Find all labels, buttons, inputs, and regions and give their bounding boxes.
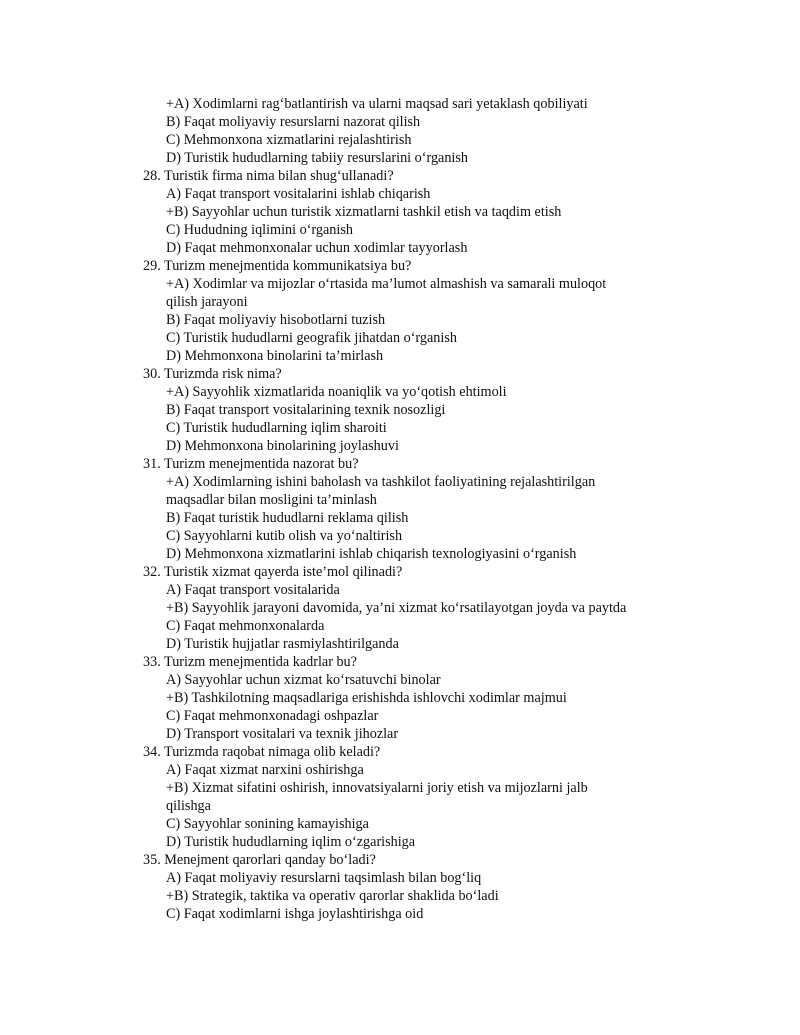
answer-option: D) Turistik hujjatlar rasmiylashtirilganda	[166, 636, 399, 652]
answer-option: C) Sayyohlar sonining kamayishiga	[166, 816, 369, 832]
answer-option: +A) Sayyohlik xizmatlarida noaniqlik va yo‘qotish ehtimoli	[166, 384, 507, 400]
answer-option: +B) Strategik, taktika va operativ qarorlar shaklida bo‘ladi	[166, 888, 499, 904]
question-29: 29. Turizm menejmentida kommunikatsiya bu?	[143, 258, 412, 274]
answer-option: D) Faqat mehmonxonalar uchun xodimlar tayyorlash	[166, 240, 468, 256]
answer-option: C) Mehmonxona xizmatlarini rejalashtirish	[166, 132, 412, 148]
answer-option: B) Faqat moliyaviy resurslarni nazorat qilish	[166, 114, 421, 130]
answer-option: C) Faqat mehmonxonadagi oshpazlar	[166, 708, 379, 724]
answer-option: B) Faqat moliyaviy hisobotlarni tuzish	[166, 312, 386, 328]
question-30: 30. Turizmda risk nima?	[143, 366, 282, 382]
answer-option: +B) Sayyohlar uchun turistik xizmatlarni tashkil etish va taqdim etish	[166, 204, 562, 220]
answer-option: C) Turistik hududlarni geografik jihatdan o‘rganish	[166, 330, 457, 346]
question-33: 33. Turizm menejmentida kadrlar bu?	[143, 654, 357, 670]
answer-option: C) Sayyohlarni kutib olish va yo‘naltirish	[166, 528, 403, 544]
answer-option: D) Mehmonxona binolarining joylashuvi	[166, 438, 399, 454]
answer-option: +B) Sayyohlik jarayoni davomida, ya’ni xizmat ko‘rsatilayotgan joyda va paytda	[166, 600, 627, 616]
answer-option: +B) Xizmat sifatini oshirish, innovatsiyalarni joriy etish va mijozlarni jalb	[166, 780, 588, 796]
answer-option: D) Transport vositalari va texnik jihozlar	[166, 726, 399, 742]
answer-option-continuation: qilish jarayoni	[166, 294, 248, 310]
answer-option: A) Faqat transport vositalarida	[166, 582, 340, 598]
question-31: 31. Turizm menejmentida nazorat bu?	[143, 456, 359, 472]
answer-option: D) Turistik hududlarning tabiiy resurslarini o‘rganish	[166, 150, 468, 166]
answer-option-continuation: maqsadlar bilan mosligini ta’minlash	[166, 492, 377, 508]
question-28: 28. Turistik firma nima bilan shug‘ullanadi?	[143, 168, 394, 184]
answer-option: D) Mehmonxona binolarini ta’mirlash	[166, 348, 384, 364]
answer-option: C) Turistik hududlarning iqlim sharoiti	[166, 420, 387, 436]
question-32: 32. Turistik xizmat qayerda iste’mol qilinadi?	[143, 564, 403, 580]
answer-option: D) Mehmonxona xizmatlarini ishlab chiqarish texnologiyasini o‘rganish	[166, 546, 577, 562]
answer-option: +A) Xodimlar va mijozlar o‘rtasida ma’lumot almashish va samarali muloqot	[166, 276, 607, 292]
answer-option-continuation: qilishga	[166, 798, 211, 814]
answer-option: A) Sayyohlar uchun xizmat ko‘rsatuvchi binolar	[166, 672, 441, 688]
answer-option: B) Faqat turistik hududlarni reklama qilish	[166, 510, 409, 526]
answer-option: A) Faqat moliyaviy resurslarni taqsimlash bilan bog‘liq	[166, 870, 482, 886]
answer-option: B) Faqat transport vositalarining texnik nosozligi	[166, 402, 446, 418]
answer-option: +A) Xodimlarning ishini baholash va tashkilot faoliyatining rejalashtirilgan	[166, 474, 596, 490]
answer-option: +B) Tashkilotning maqsadlariga erishishda ishlovchi xodimlar majmui	[166, 690, 567, 706]
question-35: 35. Menejment qarorlari qanday bo‘ladi?	[143, 852, 376, 868]
answer-option: A) Faqat transport vositalarini ishlab chiqarish	[166, 186, 431, 202]
answer-option: C) Hududning iqlimini o‘rganish	[166, 222, 353, 238]
question-34: 34. Turizmda raqobat nimaga olib keladi?	[143, 744, 381, 760]
answer-option: A) Faqat xizmat narxini oshirishga	[166, 762, 364, 778]
answer-option: C) Faqat xodimlarni ishga joylashtirishga oid	[166, 906, 424, 922]
answer-option: D) Turistik hududlarning iqlim o‘zgarishiga	[166, 834, 416, 850]
answer-option: C) Faqat mehmonxonalarda	[166, 618, 325, 634]
answer-option: +A) Xodimlarni rag‘batlantirish va ularni maqsad sari yetaklash qobiliyati	[166, 96, 588, 112]
